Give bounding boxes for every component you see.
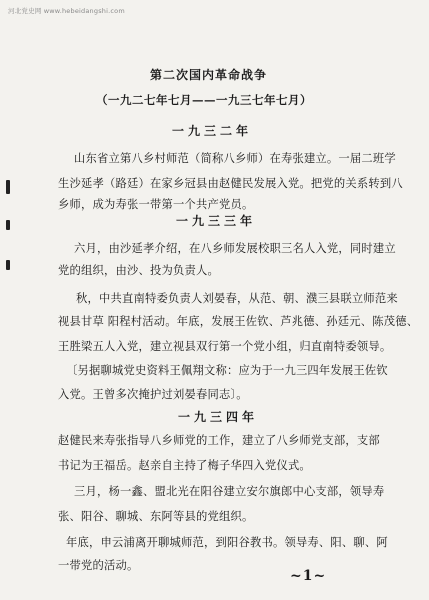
document-subtitle: （一九二七年七月——一九三七年七月） bbox=[96, 93, 312, 107]
paragraph-line: 三月，杨一鑫、盟北光在阳谷建立安尔旗郎中心支部，领导寿 bbox=[74, 485, 385, 498]
watermark-text: 河北党史网 www.hebeidangshi.com bbox=[8, 7, 125, 15]
page-number: ~1~ bbox=[290, 568, 327, 584]
paragraph-line: 张、阳谷、聊城、东阿等县的党组织。 bbox=[58, 510, 254, 523]
paragraph-line: 视县甘草 阳程村活动。年底，发展王佐钦、芦兆德、孙廷元、陈茂德、 bbox=[58, 315, 419, 328]
paragraph-line: 〔另据聊城党史资料王佩翔文称：应为于一九三四年发展王佐钦 bbox=[66, 364, 388, 377]
paragraph-line: 乡师，成为寿张一带第一个共产党员。 bbox=[58, 198, 254, 211]
paragraph-line: 六月，由沙延孝介绍，在八乡师发展校职三名人入党，同时建立 bbox=[74, 242, 396, 255]
paragraph-line: 赵健民来寿张指导八乡师党的工作，建立了八乡师党支部，支部 bbox=[58, 434, 380, 447]
paragraph-line: 山东省立第八乡村师范（简称八乡师）在寿张建立。一届二班学 bbox=[74, 152, 396, 165]
binding-mark bbox=[6, 180, 10, 194]
paragraph-line: 党的组织，由沙、投为负责人。 bbox=[58, 264, 219, 277]
paragraph-line: 入党。王曾多次掩护过刘晏春同志〕。 bbox=[58, 388, 248, 401]
year-heading-1933: 一九三三年 bbox=[176, 214, 257, 228]
document-title: 第二次国内革命战争 bbox=[150, 68, 268, 82]
paragraph-line: 生沙延孝（路廷）在家乡冠县由赵健民发展入党。把党的关系转到八 bbox=[58, 177, 403, 190]
year-heading-1932: 一九三二年 bbox=[172, 124, 253, 138]
paragraph-line: 书记为王福岳。赵亲自主持了梅子华四入党仪式。 bbox=[58, 459, 311, 472]
paragraph-line: 王胜梁五人入党，建立视县双行第一个党小组，归直南特委领导。 bbox=[58, 340, 392, 353]
binding-mark bbox=[6, 260, 10, 270]
paragraph-line: 一带党的活动。 bbox=[58, 559, 139, 572]
paragraph-line: 年底，申云浦离开聊城师范，到阳谷教书。领导寿、阳、聊、阿 bbox=[66, 536, 388, 549]
binding-mark bbox=[6, 220, 10, 230]
paragraph-line: 秋，中共直南特委负责人刘晏春，从范、朝、濮三县联立师范来 bbox=[76, 292, 398, 305]
year-heading-1934: 一九三四年 bbox=[178, 410, 259, 424]
